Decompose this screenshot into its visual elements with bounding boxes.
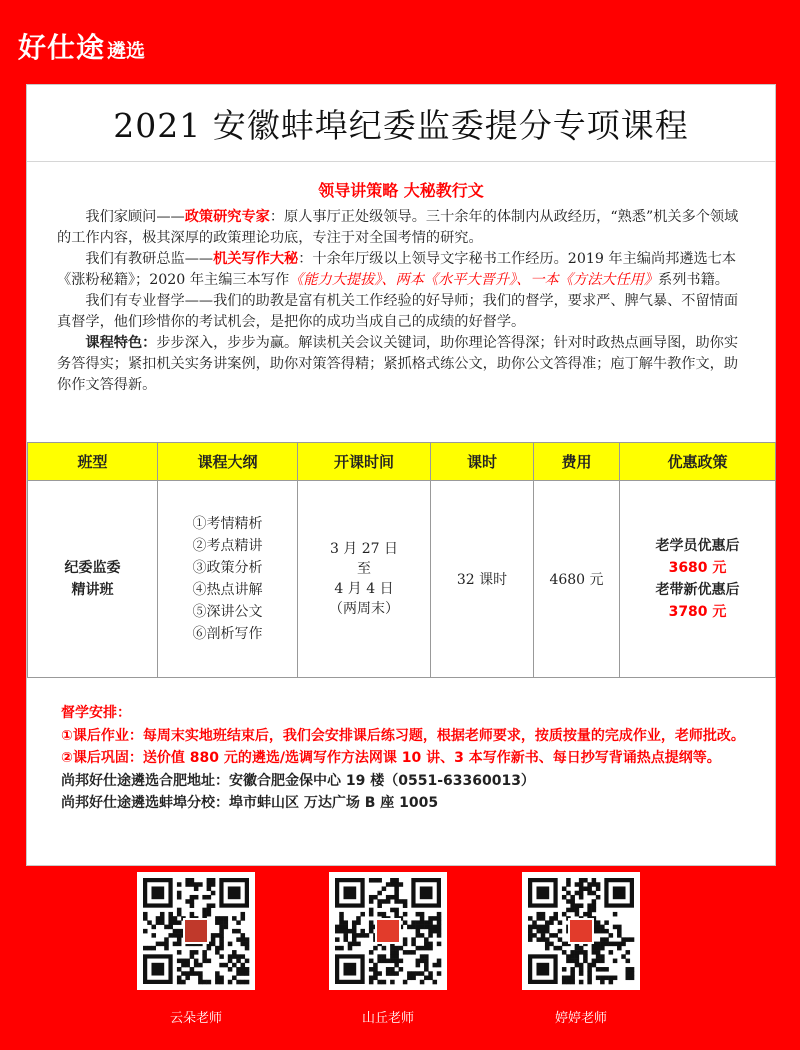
- qr-code-shanqiu: [329, 872, 447, 990]
- header-start-time: 开课时间: [298, 443, 431, 481]
- notes-review: ②课后巩固：送价值 880 元的遴选/选调写作方法网课 10 讲、3 本写作新书、每日抄写背诵热点提纲等。: [61, 750, 721, 766]
- discount-price: 3680 元: [668, 560, 727, 576]
- discount-label: 老带新优惠后: [655, 582, 740, 598]
- header-outline: 课程大纲: [158, 443, 298, 481]
- page-title: 2021 安徽蚌埠纪委监委提分专项课程: [27, 85, 775, 162]
- contact-name: 山丘老师: [361, 1011, 414, 1026]
- outline-item: ⑤深讲公文: [192, 604, 263, 620]
- qr-code-icon: [522, 872, 640, 990]
- intro-paragraph-advisor: 我们家顾问——政策研究专家：原人事厅正处级领导。三十余年的体制内从政经历，“熟悉”机关多个领域的工作内容，极其深厚的政策理论功底，专注于对全国考情的研究。: [57, 209, 739, 246]
- subtitle: 领导讲策略 大秘教行文: [318, 181, 484, 200]
- cell-fee: 4680 元: [534, 481, 620, 678]
- cell-class-type: 纪委监委 精讲班: [28, 481, 158, 678]
- header-discount: 优惠政策: [620, 443, 776, 481]
- course-table: [27, 442, 776, 678]
- outline-item: ①考情精析: [192, 516, 263, 532]
- cell-discount: [620, 481, 776, 678]
- brand-sub: 遴选: [107, 40, 146, 62]
- outline-item: ②考点精讲: [192, 538, 263, 554]
- header-hours: 课时: [431, 443, 534, 481]
- bengbu-address: 尚邦好仕途遴选蚌埠分校：埠市蚌山区 万达广场 B 座 1005: [61, 795, 439, 811]
- qr-code-icon: [329, 872, 447, 990]
- qr-code-yunduo: [137, 872, 255, 990]
- supervision-notes: [61, 702, 773, 815]
- intro-paragraph-director: 我们有教研总监——机关写作大秘：十余年厅级以上领导文字秘书工作经历。2019 年主编尚邦遴选七本《涨粉秘籍》；2020 年主编三本写作《能力大提拔》、两本《水平大晋升》、一本《方法大任用》系列书籍。: [57, 251, 737, 288]
- cell-hours: 32 课时: [431, 481, 534, 678]
- header-fee: 费用: [534, 443, 620, 481]
- contact-name: 婷婷老师: [554, 1011, 607, 1026]
- outline-item: ④热点讲解: [192, 582, 263, 598]
- discount-label: 老学员优惠后: [655, 538, 740, 554]
- intro-section: [27, 207, 775, 396]
- notes-label: 督学安排：: [61, 705, 131, 721]
- notes-homework: ①课后作业：每周末实地班结束后，我们会安排课后练习题，根据老师要求，按质按量的完成作业，老师批改。: [61, 727, 745, 744]
- table-header-row: [28, 443, 776, 481]
- intro-paragraph-supervisor: 我们有专业督学——我们的助教是富有机关工作经验的好导师；我们的督学，要求严、脾气暴、不留情面真督学，他们珍惜你的考试机会，是把你的成功当成自己的成绩的好督学。: [57, 293, 739, 330]
- discount-price: 3780 元: [668, 604, 727, 620]
- cell-start-time: 3 月 27 日 至 4 月 4 日 （两周末）: [298, 481, 431, 678]
- qr-code-icon: [137, 872, 255, 990]
- brand-logo: [18, 26, 145, 66]
- brand-main: 好仕途: [18, 31, 106, 64]
- cell-outline: [158, 481, 298, 678]
- content-panel: [26, 84, 776, 866]
- header-class-type: 班型: [28, 443, 158, 481]
- hefei-address: 尚邦好仕途遴选合肥地址：安徽合肥金保中心 19 楼（0551-63360013）: [61, 772, 535, 789]
- outline-item: ⑥剖析写作: [192, 626, 263, 642]
- intro-paragraph-features: 课程特色：步步深入，步步为赢。解读机关会议关键词，助你理论答得深；针对时政热点画导图，助你实务答得实；紧扣机关实务讲案例，助你对策答得精；紧抓格式练公文，助你公文答得准；庖丁解牛教作文，助你作文答得新。: [57, 335, 739, 393]
- contact-name: 云朵老师: [169, 1011, 222, 1026]
- table-row: [28, 481, 776, 678]
- qr-code-tingting: [522, 872, 640, 990]
- outline-item: ③政策分析: [192, 560, 263, 576]
